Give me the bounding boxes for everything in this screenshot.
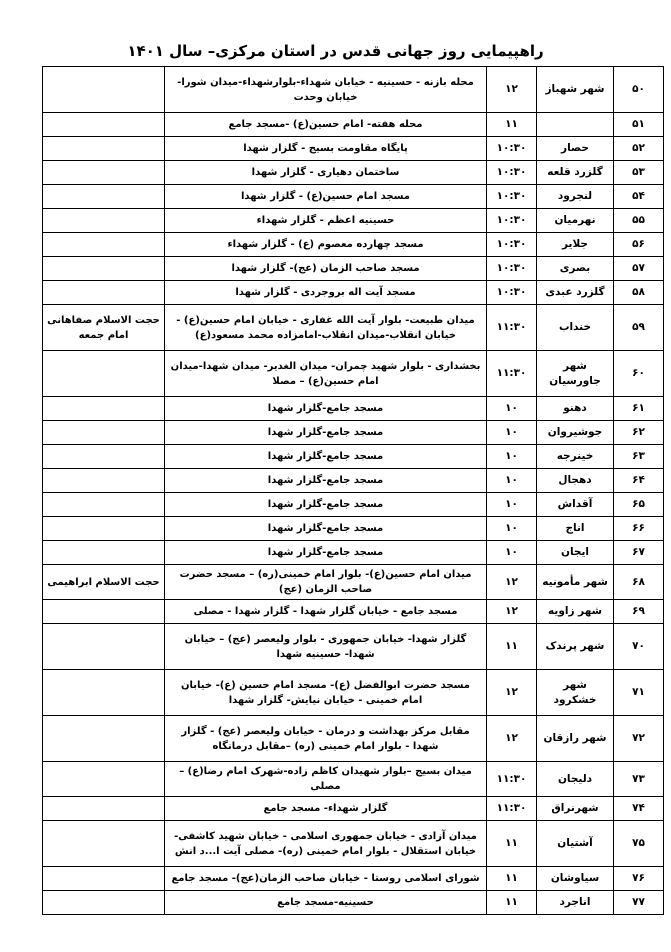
row-number-cell: ۵۱ xyxy=(614,113,664,137)
march-time-cell: ۱۲ xyxy=(487,600,537,624)
table-row xyxy=(43,305,664,351)
city-name-cell: گلزرد عبدی xyxy=(537,281,614,305)
march-route-cell: حسینیه-مسجد جامع xyxy=(165,891,487,915)
speaker-name-cell xyxy=(43,821,165,867)
city-name-cell: شهر مأمونیه xyxy=(537,565,614,600)
table-row xyxy=(43,469,664,493)
row-number-cell: ۵۷ xyxy=(614,257,664,281)
city-name-cell: شهرنراق xyxy=(537,797,614,821)
table-row xyxy=(43,137,664,161)
city-name-cell: شهر جاورسیان xyxy=(537,351,614,397)
table-row xyxy=(43,351,664,397)
table-row xyxy=(43,762,664,797)
table-row xyxy=(43,161,664,185)
city-name-cell: سیاوشان xyxy=(537,867,614,891)
march-route-cell: بخشداری - بلوار شهید چمران- میدان الغدیر- میدان شهدا-میدان امام حسین(ع) – مصلا xyxy=(165,351,487,397)
march-time-cell: ۱۱:۳۰ xyxy=(487,305,537,351)
march-time-cell: ۱۱:۳۰ xyxy=(487,762,537,797)
speaker-name-cell xyxy=(43,281,165,305)
city-name-cell: لنجرود xyxy=(537,185,614,209)
march-route-cell: مسجد جامع-گلزار شهدا xyxy=(165,469,487,493)
march-route-cell: مسجد امام حسین(ع) - گلزار شهدا xyxy=(165,185,487,209)
march-time-cell: ۱۰ xyxy=(487,541,537,565)
speaker-name-cell xyxy=(43,624,165,670)
march-time-cell: ۱۰:۳۰ xyxy=(487,137,537,161)
march-time-cell: ۱۰ xyxy=(487,517,537,541)
march-time-cell: ۱۰ xyxy=(487,493,537,517)
march-route-cell: پایگاه مقاومت بسیج - گلزار شهدا xyxy=(165,137,487,161)
row-number-cell: ۷۷ xyxy=(614,891,664,915)
march-route-cell: میدان آزادی - خیابان جمهوری اسلامی - خیابان شهید کاشفی- خیابان استقلال - بلوار امام خمینی (ره)- مصلی آیت ا...د انش xyxy=(165,821,487,867)
row-number-cell: ۵۸ xyxy=(614,281,664,305)
row-number-cell: ۷۳ xyxy=(614,762,664,797)
speaker-name-cell xyxy=(43,67,165,113)
speaker-name-cell xyxy=(43,209,165,233)
table-row xyxy=(43,891,664,915)
city-name-cell: حصار xyxy=(537,137,614,161)
city-name-cell: شهر پرندک xyxy=(537,624,614,670)
row-number-cell: ۵۵ xyxy=(614,209,664,233)
city-name-cell: نهرمیان xyxy=(537,209,614,233)
city-name-cell: شهر رازقان xyxy=(537,716,614,762)
row-number-cell: ۶۶ xyxy=(614,517,664,541)
speaker-name-cell xyxy=(43,233,165,257)
row-number-cell: ۶۴ xyxy=(614,469,664,493)
row-number-cell: ۷۶ xyxy=(614,867,664,891)
march-time-cell: ۱۰:۳۰ xyxy=(487,185,537,209)
march-time-cell: ۱۱ xyxy=(487,821,537,867)
march-time-cell: ۱۰ xyxy=(487,469,537,493)
city-name-cell xyxy=(537,113,614,137)
city-name-cell: جوشیروان xyxy=(537,421,614,445)
march-route-cell: حسینیه اعظم - گلزار شهداء xyxy=(165,209,487,233)
march-route-cell: مسجد چهارده معصوم (ع) - گلزار شهداء xyxy=(165,233,487,257)
speaker-name-cell xyxy=(43,137,165,161)
speaker-name-cell xyxy=(43,891,165,915)
speaker-name-cell xyxy=(43,421,165,445)
table-row xyxy=(43,421,664,445)
city-name-cell: شهر شهباز xyxy=(537,67,614,113)
march-time-cell: ۱۱:۳۰ xyxy=(487,351,537,397)
table-row xyxy=(43,821,664,867)
march-time-cell: ۱۱ xyxy=(487,113,537,137)
speaker-name-cell xyxy=(43,867,165,891)
table-row xyxy=(43,233,664,257)
city-name-cell: بصری xyxy=(537,257,614,281)
speaker-name-cell xyxy=(43,517,165,541)
march-route-cell: میدان امام حسین(ع)- بلوار امام خمینی(ره) – مسجد حضرت صاحب الزمان (عج) xyxy=(165,565,487,600)
row-number-cell: ۵۶ xyxy=(614,233,664,257)
march-route-cell: ساختمان دهیاری - گلزار شهدا xyxy=(165,161,487,185)
table-row xyxy=(43,445,664,469)
table-row xyxy=(43,113,664,137)
speaker-name-cell xyxy=(43,541,165,565)
march-time-cell: ۱۰ xyxy=(487,397,537,421)
row-number-cell: ۵۹ xyxy=(614,305,664,351)
march-time-cell: ۱۰ xyxy=(487,445,537,469)
row-number-cell: ۶۸ xyxy=(614,565,664,600)
row-number-cell: ۶۵ xyxy=(614,493,664,517)
march-route-cell: شورای اسلامی روستا - خیابان صاحب الزمان(عج)- مسجد جامع xyxy=(165,867,487,891)
march-route-cell: مسجد جامع-گلزار شهدا xyxy=(165,445,487,469)
row-number-cell: ۶۰ xyxy=(614,351,664,397)
march-route-cell: مسجد جامع-گلزار شهدا xyxy=(165,493,487,517)
city-name-cell: ایجان xyxy=(537,541,614,565)
speaker-name-cell xyxy=(43,600,165,624)
row-number-cell: ۷۰ xyxy=(614,624,664,670)
march-route-cell: مسجد آیت اله بروجردی - گلزار شهدا xyxy=(165,281,487,305)
row-number-cell: ۷۴ xyxy=(614,797,664,821)
table-row xyxy=(43,517,664,541)
row-number-cell: ۵۴ xyxy=(614,185,664,209)
table-row xyxy=(43,493,664,517)
march-time-cell: ۱۲ xyxy=(487,565,537,600)
city-name-cell: آقداش xyxy=(537,493,614,517)
march-route-cell: گلزار شهدا- خیابان جمهوری - بلوار ولیعصر (عج) – خیابان شهدا- حسینیه شهدا xyxy=(165,624,487,670)
schedule-table xyxy=(42,66,664,915)
march-route-cell: مسجد جامع-گلزار شهدا xyxy=(165,421,487,445)
table-row xyxy=(43,624,664,670)
table-row xyxy=(43,565,664,600)
row-number-cell: ۷۱ xyxy=(614,670,664,716)
speaker-name-cell xyxy=(43,469,165,493)
row-number-cell: ۷۲ xyxy=(614,716,664,762)
speaker-name-cell xyxy=(43,351,165,397)
march-route-cell: میدان بسیج –بلوار شهیدان کاظم زاده-شهرک امام رضا(ع) – مصلی xyxy=(165,762,487,797)
row-number-cell: ۶۱ xyxy=(614,397,664,421)
table-row xyxy=(43,209,664,233)
city-name-cell: شهر خشکرود xyxy=(537,670,614,716)
march-time-cell: ۱۲ xyxy=(487,716,537,762)
city-name-cell: دلیجان xyxy=(537,762,614,797)
row-number-cell: ۶۷ xyxy=(614,541,664,565)
table-row xyxy=(43,797,664,821)
speaker-name-cell xyxy=(43,445,165,469)
city-name-cell: جلایر xyxy=(537,233,614,257)
speaker-name-cell xyxy=(43,493,165,517)
table-row xyxy=(43,257,664,281)
march-route-cell: مسجد جامع-گلزار شهدا xyxy=(165,541,487,565)
table-row xyxy=(43,670,664,716)
march-route-cell: مسجد صاحب الزمان (عج)- گلزار شهدا xyxy=(165,257,487,281)
table-row xyxy=(43,67,664,113)
table-row xyxy=(43,281,664,305)
march-time-cell: ۱۰:۳۰ xyxy=(487,161,537,185)
march-time-cell: ۱۰:۳۰ xyxy=(487,233,537,257)
march-time-cell: ۱۲ xyxy=(487,67,537,113)
march-route-cell: محله هفته- امام حسین(ع) -مسجد جامع xyxy=(165,113,487,137)
speaker-name-cell xyxy=(43,113,165,137)
city-name-cell: دهنو xyxy=(537,397,614,421)
march-time-cell: ۱۰:۳۰ xyxy=(487,281,537,305)
speaker-name-cell xyxy=(43,161,165,185)
speaker-name-cell xyxy=(43,716,165,762)
march-route-cell: مقابل مرکز بهداشت و درمان - خیابان ولیعصر (عج) - گلزار شهدا - بلوار امام خمینی (ره) –مقابل درمانگاه xyxy=(165,716,487,762)
row-number-cell: ۵۲ xyxy=(614,137,664,161)
march-route-cell: مسجد جامع-گلزار شهدا xyxy=(165,397,487,421)
table-row xyxy=(43,397,664,421)
march-time-cell: ۱۱ xyxy=(487,624,537,670)
march-route-cell: میدان طبیعت- بلوار آیت الله غفاری - خیابان امام حسین(ع) - خیابان انقلاب-میدان انقلاب-امامزاده محمد مسعود(ع) xyxy=(165,305,487,351)
march-time-cell: ۱۰:۳۰ xyxy=(487,257,537,281)
speaker-name-cell xyxy=(43,257,165,281)
city-name-cell: خنداب xyxy=(537,305,614,351)
table-row xyxy=(43,185,664,209)
table-row xyxy=(43,716,664,762)
march-route-cell: محله بازنه - حسینیه - خیابان شهداء-بلوارشهداء-میدان شورا- خیابان وحدت xyxy=(165,67,487,113)
city-name-cell: آشتیان xyxy=(537,821,614,867)
schedule-table-body xyxy=(43,67,664,915)
march-route-cell: مسجد جامع-گلزار شهدا xyxy=(165,517,487,541)
speaker-name-cell: حجت الاسلام صفاهانی امام جمعه xyxy=(43,305,165,351)
row-number-cell: ۷۵ xyxy=(614,821,664,867)
row-number-cell: ۵۰ xyxy=(614,67,664,113)
march-time-cell: ۱۱ xyxy=(487,891,537,915)
march-route-cell: گلزار شهداء- مسجد جامع xyxy=(165,797,487,821)
row-number-cell: ۵۳ xyxy=(614,161,664,185)
march-time-cell: ۱۱ xyxy=(487,867,537,891)
row-number-cell: ۶۳ xyxy=(614,445,664,469)
march-time-cell: ۱۰ xyxy=(487,421,537,445)
march-time-cell: ۱۱:۳۰ xyxy=(487,797,537,821)
city-name-cell: خینرجه xyxy=(537,445,614,469)
page-title: راهپیمایی روز جهانی قدس در استان مرکزی– سال ۱۴۰۱ xyxy=(127,42,544,60)
march-time-cell: ۱۰:۳۰ xyxy=(487,209,537,233)
city-name-cell: اناجرد xyxy=(537,891,614,915)
row-number-cell: ۶۲ xyxy=(614,421,664,445)
speaker-name-cell xyxy=(43,797,165,821)
speaker-name-cell xyxy=(43,762,165,797)
city-name-cell: گلزرد قلعه xyxy=(537,161,614,185)
speaker-name-cell: حجت الاسلام ابراهیمی xyxy=(43,565,165,600)
march-route-cell: مسجد جامع - خیابان گلزار شهدا - گلزار شهدا - مصلی xyxy=(165,600,487,624)
march-route-cell: مسجد حضرت ابوالفضل (ع)- مسجد امام حسین (ع)- خیابان امام خمینی - خیابان نیایش- گلزار شهدا xyxy=(165,670,487,716)
speaker-name-cell xyxy=(43,397,165,421)
speaker-name-cell xyxy=(43,185,165,209)
march-time-cell: ۱۲ xyxy=(487,670,537,716)
table-row xyxy=(43,600,664,624)
city-name-cell: دهجال xyxy=(537,469,614,493)
speaker-name-cell xyxy=(43,670,165,716)
table-row xyxy=(43,541,664,565)
row-number-cell: ۶۹ xyxy=(614,600,664,624)
table-row xyxy=(43,867,664,891)
city-name-cell: اناج xyxy=(537,517,614,541)
city-name-cell: شهر زاویه xyxy=(537,600,614,624)
